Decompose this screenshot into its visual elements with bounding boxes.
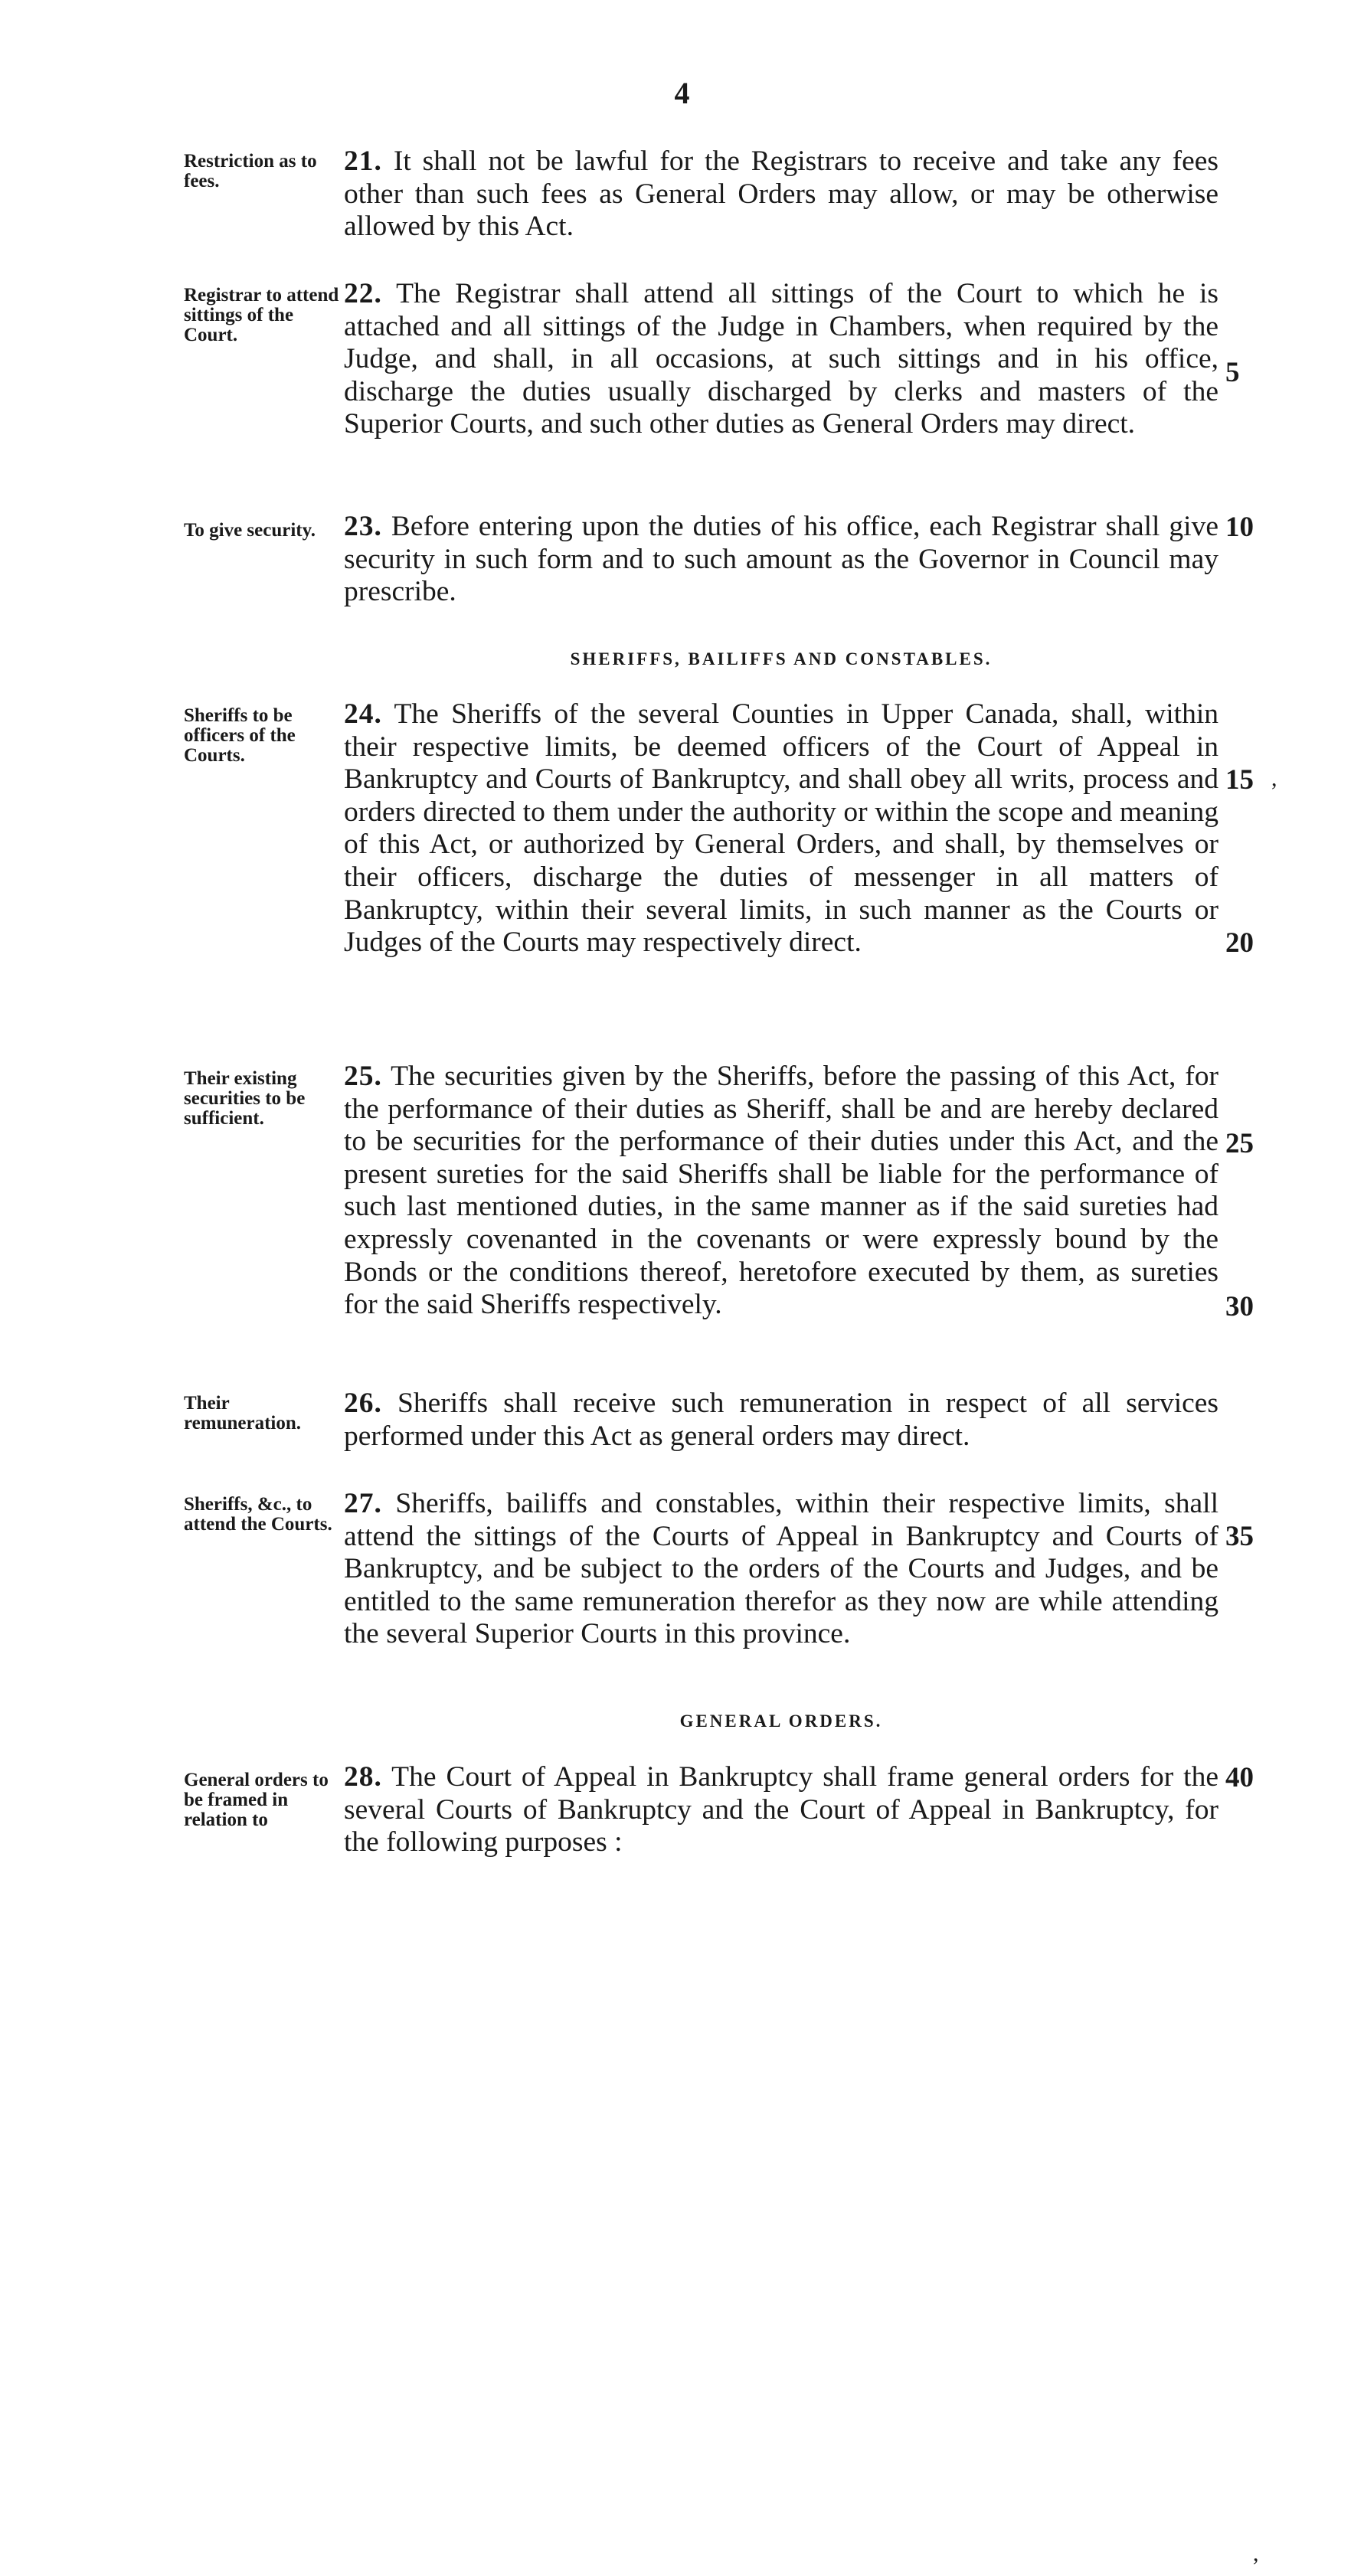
margin-note: Registrar to attend sittings of the Court. bbox=[184, 285, 339, 345]
section-text bbox=[344, 1488, 1218, 1651]
section-body: It shall not be lawful for the Registrars to receive and take any fees other than such fees as General Orders may allow, or may be otherwise allowed by this Act. bbox=[344, 145, 1219, 243]
section-body: The Registrar shall attend all sittings of the Court to which he is attached and all sittings of the Judge in Chambers, when required by the Judge, and shall, in all occasions, at such sittings and in his office, discharge the duties usually discharged by clerks and masters of the Superior Courts, and such other duties as General Orders may direct. bbox=[344, 278, 1219, 440]
line-number: 35 bbox=[1225, 1521, 1254, 1552]
section-number: 25. bbox=[344, 1061, 382, 1092]
line-number: 30 bbox=[1225, 1291, 1254, 1322]
line-number: 20 bbox=[1225, 927, 1254, 959]
page-number: 4 bbox=[674, 76, 690, 110]
section-number: 28. bbox=[344, 1761, 382, 1793]
section-number: 27. bbox=[344, 1488, 382, 1519]
section-text bbox=[344, 145, 1218, 244]
margin-note: Their remuneration. bbox=[184, 1393, 301, 1433]
section-heading-general-orders: GENERAL ORDERS. bbox=[679, 1711, 883, 1731]
line-number: 10 bbox=[1225, 512, 1254, 543]
print-mark: , bbox=[1253, 2541, 1259, 2566]
margin-note: Sheriffs to be officers of the Courts. bbox=[184, 705, 296, 766]
section-text bbox=[344, 1061, 1218, 1322]
section-text bbox=[344, 698, 1218, 959]
line-number: 5 bbox=[1225, 357, 1240, 388]
section-text bbox=[344, 1388, 1218, 1453]
section-heading-sheriffs: SHERIFFS, BAILIFFS AND CONSTABLES. bbox=[570, 649, 993, 669]
line-number: 40 bbox=[1225, 1762, 1254, 1793]
line-number: 25 bbox=[1225, 1128, 1254, 1159]
margin-note: General orders to be framed in relation to bbox=[184, 1770, 329, 1830]
section-body: The Sheriffs of the several Counties in Upper Canada, shall, within their respective limits, be deemed officers of the Court of Appeal in Bankruptcy and Courts of Bankruptcy, and shall obey all writs, process and orders directed to them under the authority or within the scope and meaning of this Act, or authorized by General Orders, and shall, by themselves or their officers, discharge the duties of messenger in all matters of Bankruptcy, within their several limits, in such manner as the Courts or Judges of the Courts may respectively direct. bbox=[344, 698, 1218, 959]
section-number: 24. bbox=[344, 698, 382, 730]
section-number: 23. bbox=[344, 511, 382, 542]
section-text bbox=[344, 278, 1218, 441]
margin-note: Restriction as to fees. bbox=[184, 151, 317, 191]
section-body: The securities given by the Sheriffs, before the passing of this Act, for the performance of their duties as Sheriff, shall be and are hereby declared to be securities for the performance of their duties under this Act, and the present sureties for the said Sheriffs shall be liable for the performance of such last mentioned duties, in the same manner as if the said sureties had expressly covenanted in the covenants or were expressly bound by the Bonds or the conditions thereof, heretofore executed by them, as sureties for the said Sheriffs respectively. bbox=[344, 1061, 1218, 1321]
print-mark: , bbox=[1271, 766, 1277, 791]
section-body: Before entering upon the duties of his office, each Registrar shall give security in such form and to such amount as the Governor in Council may prescribe. bbox=[344, 511, 1218, 608]
section-text bbox=[344, 1761, 1218, 1859]
section-body: The Court of Appeal in Bankruptcy shall frame general orders for the several Courts of Bankruptcy and the Court of Appeal in Bankruptcy, for the following purposes : bbox=[344, 1761, 1218, 1858]
margin-note: Sheriffs, &c., to attend the Courts. bbox=[184, 1494, 332, 1535]
section-number: 22. bbox=[344, 278, 382, 309]
section-body: Sheriffs, bailiffs and constables, within their respective limits, shall attend the sittings of the Courts of Appeal in Bankruptcy and Courts of Bankruptcy, and be subject to the orders of the Courts and Judges, and be entitled to the same remuneration therefor as they now are while attending the several Superior Courts in this province. bbox=[344, 1488, 1219, 1650]
section-number: 21. bbox=[344, 145, 382, 177]
section-body: Sheriffs shall receive such remuneration in respect of all services performed under this Act as general orders may direct. bbox=[344, 1388, 1219, 1452]
margin-note: To give security. bbox=[184, 520, 316, 541]
section-text bbox=[344, 511, 1218, 609]
margin-note: Their existing securities to be sufficient. bbox=[184, 1068, 306, 1129]
section-number: 26. bbox=[344, 1388, 382, 1419]
line-number: 15 bbox=[1225, 764, 1254, 796]
